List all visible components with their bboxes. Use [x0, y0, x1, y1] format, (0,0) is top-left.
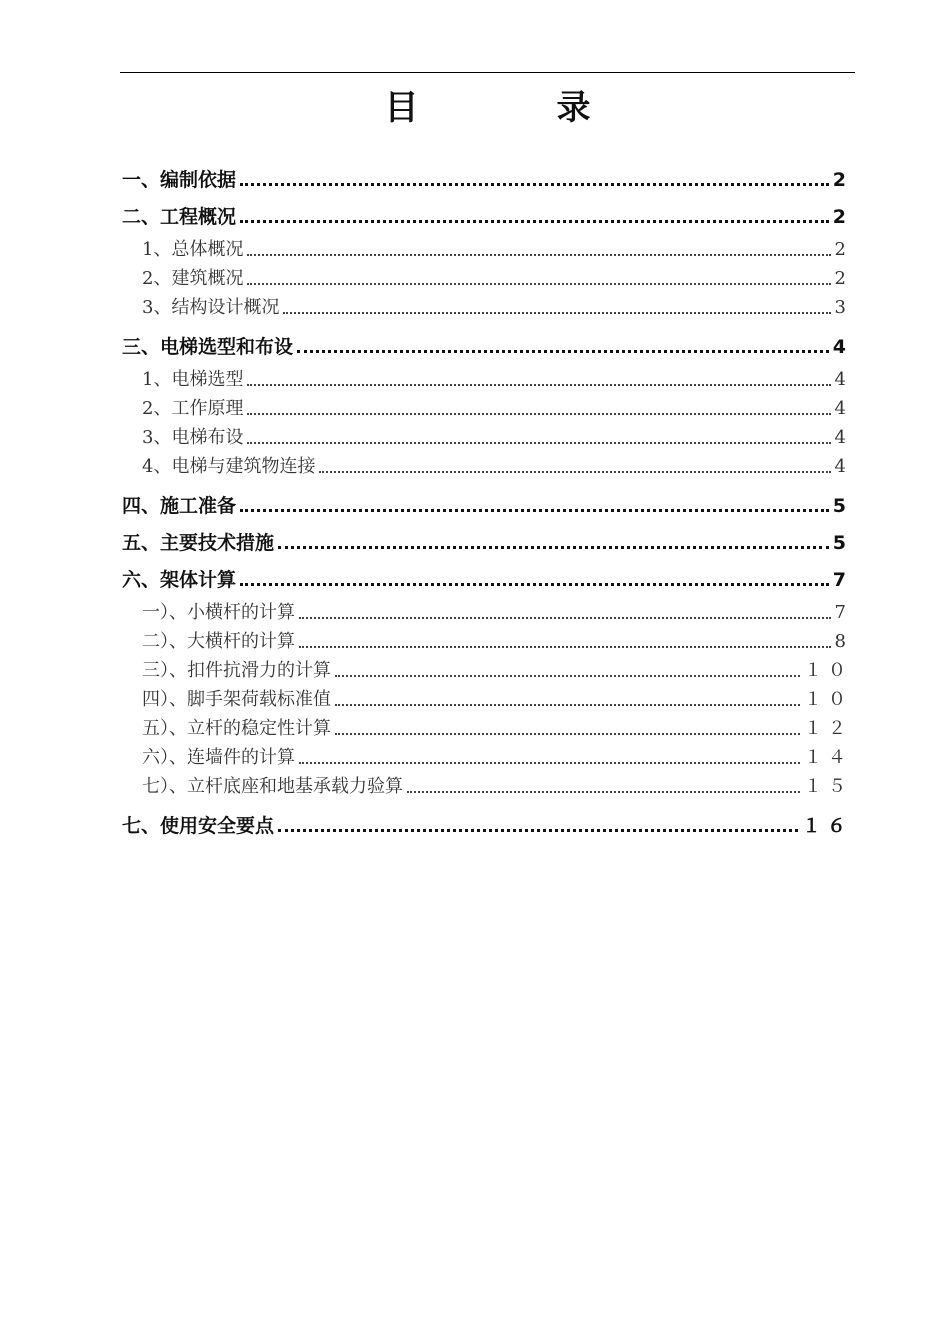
toc-entry-text: 一、编制依据	[122, 169, 237, 191]
dot-leader	[283, 312, 830, 314]
toc-entry-2[interactable]	[122, 201, 852, 229]
toc-entry-page: 2	[834, 239, 852, 260]
toc-entry-text: 1、电梯选型	[142, 369, 244, 390]
dot-leader	[240, 583, 829, 586]
toc-entry-6-6[interactable]	[122, 741, 852, 770]
toc-entry-text: 2、建筑概况	[142, 268, 244, 289]
toc-entry-text: 二、工程概况	[122, 206, 237, 228]
dot-leader	[299, 762, 800, 764]
toc-entry-text: 七、使用安全要点	[122, 815, 275, 837]
toc-entry-6-7[interactable]	[122, 770, 852, 799]
toc-entry-page: 3	[834, 297, 852, 318]
toc-entry-page: 5	[832, 495, 852, 517]
toc-entry-page: 2	[832, 169, 852, 191]
header-rule	[120, 72, 855, 73]
toc-entry-page: １２	[804, 718, 852, 739]
toc-entry-2-3[interactable]	[122, 291, 852, 320]
toc-entry-page: 2	[832, 206, 852, 228]
toc-entry-4[interactable]	[122, 490, 852, 518]
toc-entry-page: １５	[804, 776, 852, 797]
toc-entry-text: 3、结构设计概况	[142, 297, 280, 318]
toc-entry-text: 五、主要技术措施	[122, 532, 275, 554]
dot-leader	[247, 283, 830, 285]
toc-entry-5[interactable]	[122, 527, 852, 555]
dot-leader	[240, 183, 829, 186]
toc-entry-page: 2	[834, 268, 852, 289]
dot-leader	[247, 413, 830, 415]
toc-entry-1[interactable]	[122, 164, 852, 192]
toc-entry-6-5[interactable]	[122, 712, 852, 741]
toc-entry-page: 5	[832, 532, 852, 554]
toc-entry-3-3[interactable]	[122, 421, 852, 450]
table-of-contents	[122, 164, 852, 838]
toc-entry-page: １４	[804, 747, 852, 768]
toc-entry-6-2[interactable]	[122, 625, 852, 654]
toc-entry-2-1[interactable]	[122, 233, 852, 262]
toc-entry-text: 七）、立杆底座和地基承载力验算	[142, 776, 403, 797]
toc-entry-text: 二）、大横杆的计算	[142, 631, 295, 652]
dot-leader	[240, 509, 829, 512]
toc-entry-3[interactable]	[122, 331, 852, 359]
page-title: 目 录	[384, 88, 643, 128]
dot-leader	[335, 704, 800, 706]
toc-entry-3-1[interactable]	[122, 363, 852, 392]
toc-entry-text: 1、总体概况	[142, 239, 244, 260]
dot-leader	[278, 829, 798, 832]
dot-leader	[335, 733, 800, 735]
dot-leader	[299, 646, 831, 648]
toc-entry-6[interactable]	[122, 564, 852, 592]
toc-entry-text: 三、电梯选型和布设	[122, 336, 294, 358]
dot-leader	[297, 350, 829, 353]
toc-entry-text: 3、电梯布设	[142, 427, 244, 448]
dot-leader	[240, 220, 829, 223]
toc-entry-page: 7	[832, 569, 852, 591]
toc-entry-text: 4、电梯与建筑物连接	[142, 456, 316, 477]
toc-entry-page: 8	[834, 631, 852, 652]
toc-entry-text: 六）、连墙件的计算	[142, 747, 295, 768]
toc-entry-page: 4	[834, 398, 852, 419]
toc-entry-page: 7	[834, 602, 852, 623]
dot-leader	[335, 675, 800, 677]
toc-entry-page: １０	[804, 660, 852, 681]
toc-entry-3-2[interactable]	[122, 392, 852, 421]
toc-entry-page: 4	[834, 369, 852, 390]
dot-leader	[278, 546, 829, 549]
toc-entry-text: 五）、立杆的稳定性计算	[142, 718, 331, 739]
toc-entry-2-2[interactable]	[122, 262, 852, 291]
toc-entry-6-4[interactable]	[122, 683, 852, 712]
toc-entry-page: 4	[834, 427, 852, 448]
dot-leader	[407, 791, 800, 793]
toc-entry-text: 2、工作原理	[142, 398, 244, 419]
toc-entry-text: 三）、扣件抗滑力的计算	[142, 660, 331, 681]
dot-leader	[247, 254, 830, 256]
toc-entry-6-1[interactable]	[122, 596, 852, 625]
toc-entry-3-4[interactable]	[122, 450, 852, 479]
toc-entry-page: 4	[834, 456, 852, 477]
dot-leader	[247, 384, 830, 386]
toc-entry-6-3[interactable]	[122, 654, 852, 683]
toc-entry-text: 六、架体计算	[122, 569, 237, 591]
dot-leader	[247, 442, 830, 444]
dot-leader	[319, 471, 830, 473]
toc-entry-page: １６	[801, 815, 852, 837]
toc-entry-7[interactable]	[122, 810, 852, 838]
toc-entry-page: １０	[804, 689, 852, 710]
dot-leader	[299, 617, 831, 619]
toc-entry-text: 四）、脚手架荷载标准值	[142, 689, 331, 710]
toc-entry-page: 4	[832, 336, 852, 358]
toc-entry-text: 一）、小横杆的计算	[142, 602, 295, 623]
toc-entry-text: 四、施工准备	[122, 495, 237, 517]
